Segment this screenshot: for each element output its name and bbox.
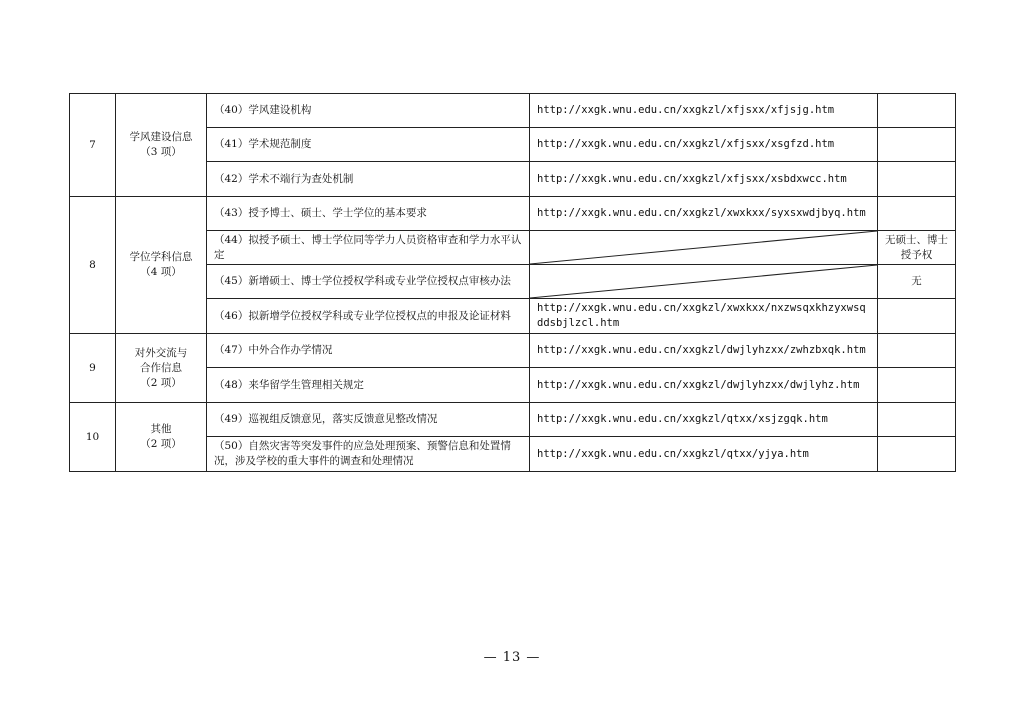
item-url[interactable]: http://xxgk.wnu.edu.cn/xxgkzl/dwjlyhzxx/dwjlyhz.htm: [530, 368, 878, 403]
item-text: （44）拟授予硕士、博士学位同等学力人员资格审查和学力水平认定: [207, 231, 530, 265]
item-text: （41）学术规范制度: [207, 128, 530, 162]
item-url[interactable]: http://xxgk.wnu.edu.cn/xxgkzl/xwxkxx/syxsxwdjbyq.htm: [530, 197, 878, 231]
category-name: 学位学科信息: [129, 251, 193, 263]
group-category: [116, 403, 207, 472]
item-note: [878, 197, 956, 231]
category-count: （3 项）: [140, 146, 182, 158]
diagonal-slash: [530, 265, 877, 298]
category-name: 学风建设信息: [129, 131, 193, 143]
category-name: 对外交流与合作信息: [134, 346, 188, 374]
category-count: （2 项）: [140, 438, 182, 450]
group-number: 8: [70, 197, 116, 334]
item-note: [878, 94, 956, 128]
item-url[interactable]: http://xxgk.wnu.edu.cn/xxgkzl/xfjsxx/xsbdxwcc.htm: [530, 162, 878, 197]
table-row: [70, 197, 956, 231]
item-note: 无: [878, 265, 956, 299]
item-url[interactable]: http://xxgk.wnu.edu.cn/xxgkzl/xfjsxx/xfjsjg.htm: [530, 94, 878, 128]
item-note: 无硕士、博士授予权: [878, 231, 956, 265]
item-note: [878, 299, 956, 334]
diagonal-slash: [530, 231, 877, 264]
group-number: 10: [70, 403, 116, 472]
item-text: （48）来华留学生管理相关规定: [207, 368, 530, 403]
item-note: [878, 437, 956, 472]
group-number: 7: [70, 94, 116, 197]
group-category: [116, 197, 207, 334]
item-note: [878, 403, 956, 437]
table-row: [70, 403, 956, 437]
table-row: [70, 94, 956, 128]
item-text: （40）学风建设机构: [207, 94, 530, 128]
item-text: （49）巡视组反馈意见，落实反馈意见整改情况: [207, 403, 530, 437]
item-text: （47）中外合作办学情况: [207, 334, 530, 368]
empty-url-cell: [530, 231, 878, 265]
table-row: [70, 334, 956, 368]
item-note: [878, 128, 956, 162]
item-note: [878, 368, 956, 403]
item-url[interactable]: http://xxgk.wnu.edu.cn/xxgkzl/xwxkxx/nxzwsqxkhzyxwsqddsbjlzcl.htm: [530, 299, 878, 334]
empty-url-cell: [530, 265, 878, 299]
category-count: （2 项）: [140, 376, 182, 389]
group-number: 9: [70, 334, 116, 403]
disclosure-table: [69, 93, 956, 472]
item-url[interactable]: http://xxgk.wnu.edu.cn/xxgkzl/dwjlyhzxx/zwhzbxqk.htm: [530, 334, 878, 368]
category-name: 其他: [150, 423, 172, 435]
item-url[interactable]: http://xxgk.wnu.edu.cn/xxgkzl/qtxx/yjya.htm: [530, 437, 878, 472]
item-text: （46）拟新增学位授权学科或专业学位授权点的申报及论证材料: [207, 299, 530, 334]
page-number: — 13 —: [483, 650, 541, 665]
item-text: （45）新增硕士、博士学位授权学科或专业学位授权点审核办法: [207, 265, 530, 299]
item-text: （42）学术不端行为查处机制: [207, 162, 530, 197]
item-text: （50）自然灾害等突发事件的应急处理预案、预警信息和处置情况，涉及学校的重大事件的调查和处理情况: [207, 437, 530, 472]
item-url[interactable]: http://xxgk.wnu.edu.cn/xxgkzl/xfjsxx/xsgfzd.htm: [530, 128, 878, 162]
item-note: [878, 334, 956, 368]
item-text: （43）授予博士、硕士、学士学位的基本要求: [207, 197, 530, 231]
group-category: [116, 94, 207, 197]
item-url[interactable]: http://xxgk.wnu.edu.cn/xxgkzl/qtxx/xsjzgqk.htm: [530, 403, 878, 437]
group-category: [116, 334, 207, 403]
item-note: [878, 162, 956, 197]
category-count: （4 项）: [140, 266, 182, 278]
